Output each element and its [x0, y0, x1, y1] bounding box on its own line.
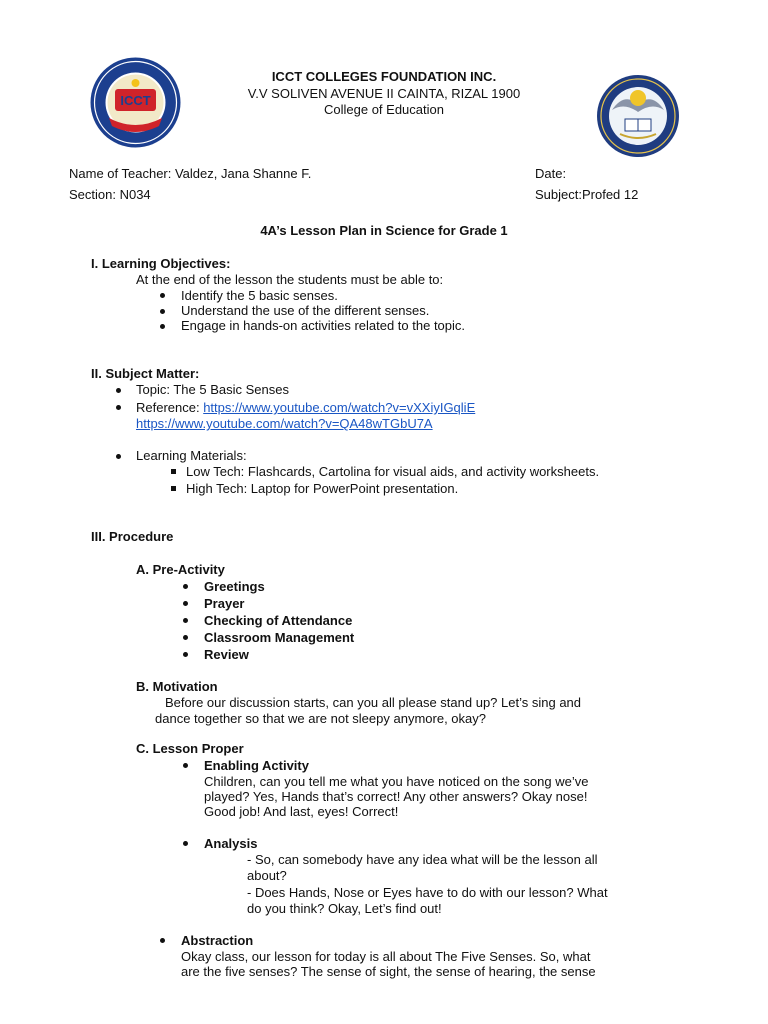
square-bullet — [171, 469, 176, 474]
section-label: Section: N034 — [69, 187, 151, 202]
bullet — [160, 293, 165, 298]
enabling-text: Good job! And last, eyes! Correct! — [204, 804, 399, 819]
college-name: College of Education — [324, 102, 444, 117]
objectives-heading: I. Learning Objectives: — [91, 256, 231, 271]
materials-label: Learning Materials: — [136, 448, 247, 463]
analysis-text: about? — [247, 868, 287, 883]
pre-activity-item: Greetings — [204, 579, 265, 594]
pre-activity-item: Checking of Attendance — [204, 613, 353, 628]
reference-line — [136, 400, 475, 416]
pre-activity-heading: A. Pre-Activity — [136, 562, 225, 577]
bullet — [183, 652, 188, 657]
low-tech-text: Low Tech: Flashcards, Cartolina for visual aids, and activity worksheets. — [186, 464, 600, 479]
logo-center-text: ICCT — [120, 93, 151, 108]
topic-text: Topic: The 5 Basic Senses — [136, 382, 289, 397]
pre-activity-item: Review — [204, 647, 249, 662]
abstraction-text: Okay class, our lesson for today is all about The Five Senses. So, what — [181, 949, 591, 964]
square-bullet — [171, 486, 176, 491]
bullet — [183, 841, 188, 846]
objective-item: Engage in hands-on activities related to the topic. — [181, 318, 466, 333]
lesson-proper-heading: C. Lesson Proper — [136, 741, 244, 756]
bullet — [160, 938, 165, 943]
motivation-heading: B. Motivation — [136, 679, 218, 694]
analysis-heading: Analysis — [204, 836, 258, 851]
objectives-intro: At the end of the lesson the students must be able to: — [136, 272, 444, 287]
enabling-text: Children, can you tell me what you have noticed on the song we’ve — [204, 774, 589, 789]
pre-activity-item: Prayer — [204, 596, 245, 611]
bullet — [160, 324, 165, 329]
procedure-heading: III. Procedure — [91, 529, 174, 544]
analysis-text: - Does Hands, Nose or Eyes have to do with our lesson? What — [247, 885, 608, 900]
school-address: V.V SOLIVEN AVENUE II CAINTA, RIZAL 1900 — [247, 86, 521, 101]
bullet — [116, 388, 121, 393]
pre-activity-item: Classroom Management — [204, 630, 355, 645]
reference-label: Reference: — [136, 400, 204, 415]
analysis-text: - So, can somebody have any idea what will be the lesson all — [247, 852, 598, 867]
abstraction-text: are the five senses? The sense of sight, the sense of hearing, the sense — [181, 964, 596, 979]
high-tech-text: High Tech: Laptop for PowerPoint presentation. — [186, 481, 459, 496]
school-name: ICCT COLLEGES FOUNDATION INC. — [271, 69, 497, 84]
bullet — [183, 601, 188, 606]
bullet — [183, 635, 188, 640]
subject-label: Subject:Profed 12 — [535, 187, 639, 202]
bullet — [183, 584, 188, 589]
reference-link-2[interactable]: https://www.youtube.com/watch?v=QA48wTGbU7A — [136, 416, 433, 431]
reference-line-2 — [136, 416, 433, 432]
reference-link-1[interactable]: https://www.youtube.com/watch?v=vXXiyIGqliE — [203, 400, 476, 415]
date-label: Date: — [535, 166, 567, 181]
subject-matter-heading: II. Subject Matter: — [91, 366, 200, 381]
objective-item: Understand the use of the different senses. — [181, 303, 430, 318]
document-title: 4A’s Lesson Plan in Science for Grade 1 — [260, 223, 508, 238]
teacher-name: Name of Teacher: Valdez, Jana Shanne F. — [69, 166, 312, 181]
bullet — [116, 454, 121, 459]
bullet — [183, 763, 188, 768]
enabling-heading: Enabling Activity — [204, 758, 309, 773]
bullet — [183, 618, 188, 623]
analysis-text: do you think? Okay, Let’s find out! — [247, 901, 442, 916]
motivation-text: Before our discussion starts, can you all please stand up? Let’s sing and — [165, 695, 582, 710]
bullet — [160, 309, 165, 314]
bullet — [116, 405, 121, 410]
enabling-text: played? Yes, Hands that’s correct! Any other answers? Okay nose! — [204, 789, 588, 804]
abstraction-heading: Abstraction — [181, 933, 254, 948]
motivation-text: dance together so that we are not sleepy anymore, okay? — [155, 711, 486, 726]
objective-item: Identify the 5 basic senses. — [181, 288, 338, 303]
